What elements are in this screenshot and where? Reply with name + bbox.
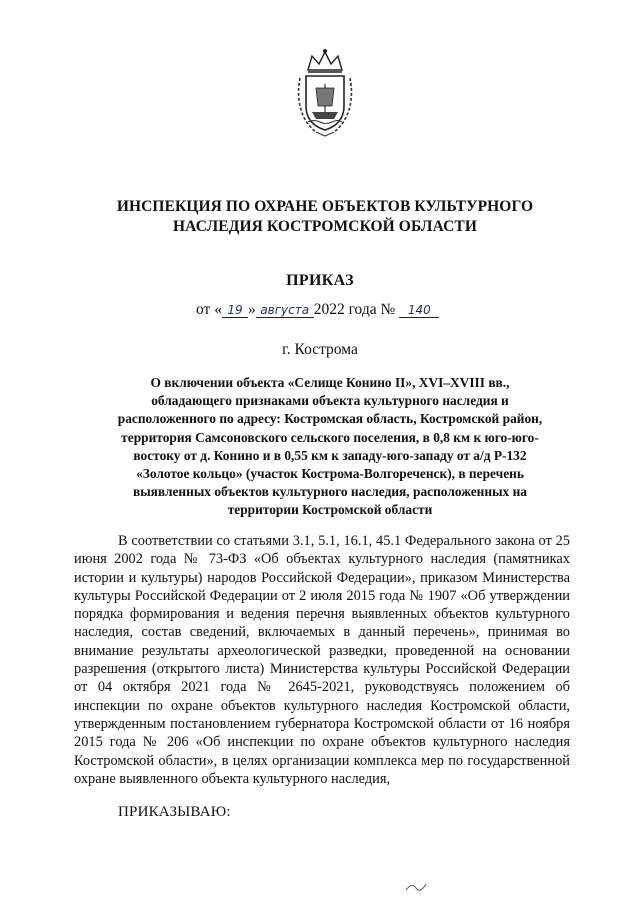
order-month: августа (256, 303, 314, 318)
date-prefix: от « (196, 301, 222, 318)
subject-line: территория Самсоновского сельского поселения, в 0,8 км к юго-юго- (121, 429, 539, 445)
date-mid: » (247, 301, 256, 318)
coat-of-arms-icon (294, 48, 356, 138)
city-name: г. Кострома (282, 341, 358, 358)
order-day: 19 (222, 303, 248, 318)
subject-line: О включении объекта «Селище Конино II», XVI–XVIII вв., (150, 375, 510, 390)
decree-word: ПРИКАЗЫВАЮ: (118, 804, 231, 820)
subject-line: расположенного по адресу: Костромская область, Костромской район, (117, 411, 543, 427)
order-subject (95, 374, 565, 520)
org-line-1: ИНСПЕКЦИЯ ПО ОХРАНЕ ОБЪЕКТОВ КУЛЬТУРНОГО (116, 198, 534, 215)
order-number: 140 (399, 303, 439, 318)
signature-mark-icon (404, 880, 428, 894)
body-paragraph: В соответствии со статьями 3.1, 5.1, 16.1, 45.1 Федерального закона от 25 июня 2002 года № 73-ФЗ «Об объектах культурного наследия (памятниках истории и культуры) народов Российской Федерации», приказом Министерства культуры Российской Федерации от 2 июля 2015 года № 1907 «Об утверждении порядка формирования и ведения перечня выявленных объектов культурного наследия, состав сведений, включаемых в данный перечень», принимая во внимание результаты археологической разведки, проведенной на основании разрешения (открытого листа) Министерства культуры Российской Федерации от 04 октября 2021 года № 2645-2021, руководствуясь положением об инспекции по охране объектов культурного наследия Костромской области, утвержденным постановлением губернатора Костромской области от 16 ноября 2015 года № 206 «Об инспекции по охране объектов культурного наследия Костромской области», в целях организации комплекса мер по государственной охране выявленного объекта культурного наследия, (74, 533, 570, 787)
order-date-number (196, 301, 439, 319)
order-year: 2022 года № (313, 301, 396, 318)
organization-name (60, 197, 590, 237)
subject-line: выявленных объектов культурного наследия, расположенных на (132, 484, 528, 500)
org-line-2: НАСЛЕДИЯ КОСТРОМСКОЙ ОБЛАСТИ (173, 218, 477, 235)
subject-line: «Золотое кольцо» (участок Кострома-Волгореченск), в перечень (136, 466, 524, 482)
subject-line: востоку от д. Конино и в 0,55 км к западу-юго-западу от а/д Р-132 (133, 447, 527, 463)
subject-line: обладающего признаками объекта культурного наследия и (151, 393, 509, 409)
subject-line: территории Костромской области (227, 502, 433, 518)
document-title: ПРИКАЗ (286, 272, 354, 289)
